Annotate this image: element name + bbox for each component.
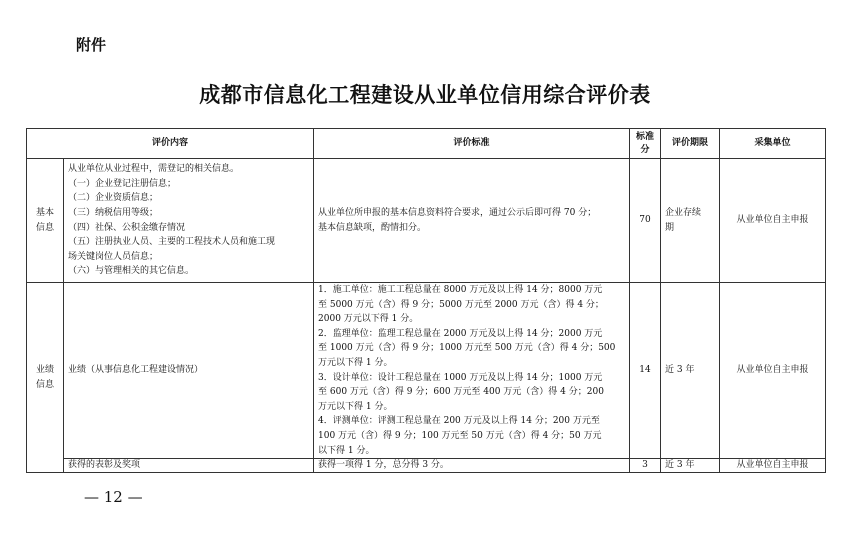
header-period: 评价期限: [661, 129, 720, 159]
award-collector: 从业单位自主申报: [720, 459, 826, 473]
page-number: — 12 —: [84, 488, 143, 506]
basic-content: 从业单位从业过程中，需登记的相关信息。 （一）企业登记注册信息； （二）企业资质信息； （三）纳税信用等级； （四）社保、公积金缴存情况 （五）注册执业人员、主要的工程技术人员和施工现 场关键岗位人员信息； （六）与管理相关的其它信息。: [64, 159, 314, 283]
award-standard: 获得一项得 1 分，总分得 3 分。: [314, 459, 630, 473]
basic-period: 企业存续 期: [661, 159, 720, 283]
category-basic: 基本 信息: [27, 159, 64, 283]
award-content: 获得的表彰及奖项: [64, 459, 314, 473]
performance-standard: 1．施工单位：施工工程总量在 8000 万元及以上得 14 分；8000 万元 至 5000 万元（含）得 9 分；5000 万元至 2000 万元（含）得 4 分； 2000 万元以下得 1 分。 2．监理单位：监理工程总量在 2000 万元及以上得 14 分；2000 万元 至 1000 万元（含）得 9 分；1000 万元至 500 万元（含）得 4 分；500 万元以下得 1 分。 3．设计单位：设计工程总量在 1000 万元及以上得 14 分；1000 万元 至 600 万元（含）得 9 分；600 万元至 400 万元（含）得 4 分；200 万元以下得 1 分。 4．评测单位：评测工程总量在 200 万元及以上得 14 分；200 万元至 100 万元（含）得 9 分；100 万元至 50 万元（含）得 4 分；50 万元 以下得 1 分。: [314, 283, 630, 459]
table-row: [27, 283, 826, 459]
performance-period: 近 3 年: [661, 283, 720, 459]
header-content: 评价内容: [27, 129, 314, 159]
category-performance: 业绩 信息: [27, 283, 64, 473]
table-row: [27, 459, 826, 473]
award-score: 3: [630, 459, 661, 473]
attachment-label: 附件: [76, 36, 107, 54]
performance-collector: 从业单位自主申报: [720, 283, 826, 459]
header-collector: 采集单位: [720, 129, 826, 159]
basic-score: 70: [630, 159, 661, 283]
header-score: 标准 分: [630, 129, 661, 159]
performance-content: 业绩（从事信息化工程建设情况）: [64, 283, 314, 459]
table-row: [27, 159, 826, 283]
basic-standard: 从业单位所申报的基本信息资料符合要求，通过公示后即可得 70 分； 基本信息缺项，酌情扣分。: [314, 159, 630, 283]
header-standard: 评价标准: [314, 129, 630, 159]
basic-collector: 从业单位自主申报: [720, 159, 826, 283]
evaluation-table: [26, 128, 826, 473]
award-period: 近 3 年: [661, 459, 720, 473]
performance-score: 14: [630, 283, 661, 459]
table-header-row: [27, 129, 826, 159]
page-title: 成都市信息化工程建设从业单位信用综合评价表: [199, 83, 651, 107]
